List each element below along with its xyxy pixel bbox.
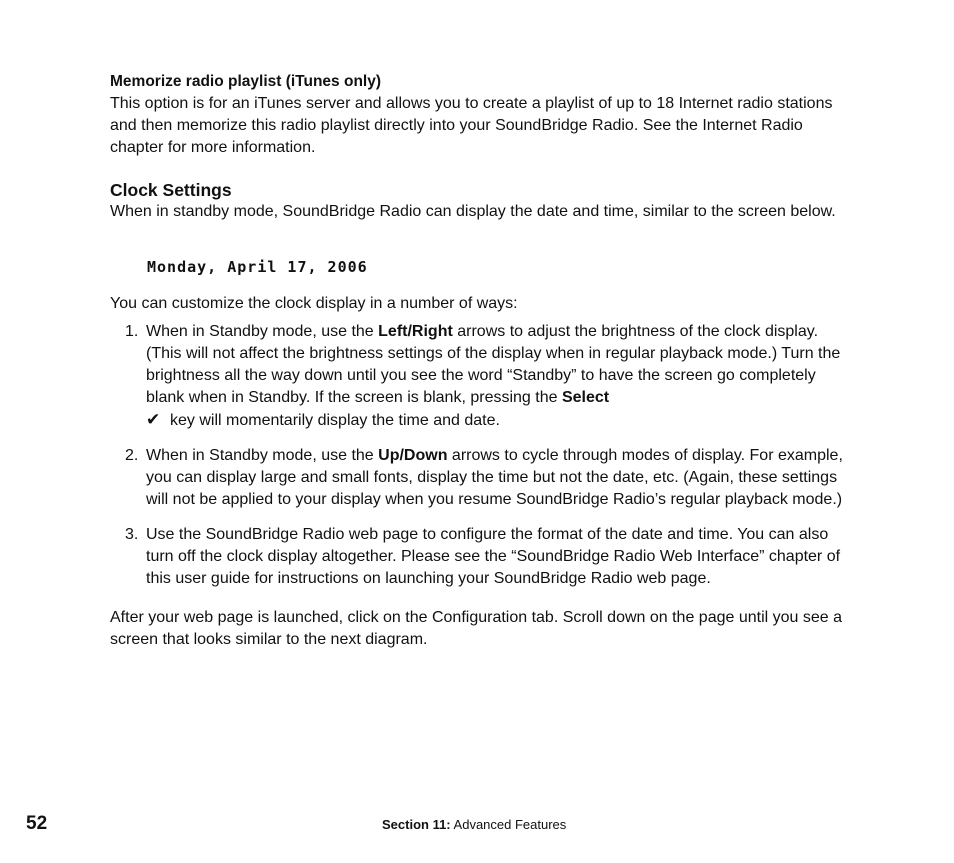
list-item	[110, 321, 850, 432]
item-number: 2.	[125, 447, 139, 464]
item-text-post2: key will momentarily display the time and date.	[170, 412, 500, 429]
checkmark-icon: ✔	[146, 410, 161, 429]
page-number: 52	[26, 813, 48, 834]
memorize-playlist-heading: Memorize radio playlist (iTunes only)	[110, 73, 382, 90]
up-down-key: Up/Down	[378, 447, 448, 464]
select-key: Select	[561, 389, 610, 406]
left-right-key: Left/Right	[378, 323, 453, 340]
memorize-playlist-text: This option is for an iTunes server and allows you to create a playlist of up to 18 Internet radio stations and then memorize this radio playlist directly into your SoundBridge Radio. See the Internet Radio chapter for more information.	[110, 95, 833, 156]
list-item	[110, 445, 850, 511]
footer-section-label: Section 11:	[382, 817, 451, 832]
customize-intro: You can customize the clock display in a number of ways:	[110, 295, 518, 312]
footer-section-title: Advanced Features	[453, 817, 567, 832]
item-text-pre: When in Standby mode, use the	[146, 323, 379, 340]
item-text: Use the SoundBridge Radio web page to configure the format of the date and time. You can also turn off the clock display altogether. Please see the “SoundBridge Radio Web Interface” chapter of this user guide for instructions on launching your SoundBridge Radio web page.	[146, 526, 841, 587]
lcd-clock-display: Monday, April 17, 2006	[147, 258, 368, 276]
clock-settings-heading: Clock Settings	[110, 180, 232, 200]
item-text-post: arrows to adjust the brightness of the clock display. (This will not affect the brightness settings of the display when in regular playback mode.) Turn the brightness all the way down until you see the word “Standby” to have the screen go completely blank when in Standby. If the screen is blank, pressing the	[146, 323, 841, 406]
item-text-post: arrows to cycle through modes of display. For example, you can display large and small fonts, display the time but not the date, etc. (Again, these settings will not be applied to your display when you resume SoundBridge Radio’s regular playback mode.)	[146, 447, 843, 508]
item-text-pre: When in Standby mode, use the	[146, 447, 379, 464]
list-item	[110, 524, 850, 590]
page-content	[110, 71, 850, 651]
item-number: 3.	[125, 526, 139, 543]
footer-section	[382, 817, 566, 832]
outro-text: After your web page is launched, click on the Configuration tab. Scroll down on the page until you see a screen that looks similar to the next diagram.	[110, 609, 843, 648]
item-number: 1.	[125, 323, 139, 340]
clock-settings-text: When in standby mode, SoundBridge Radio can display the date and time, similar to the screen below.	[110, 203, 836, 220]
clock-steps-list	[110, 321, 850, 590]
